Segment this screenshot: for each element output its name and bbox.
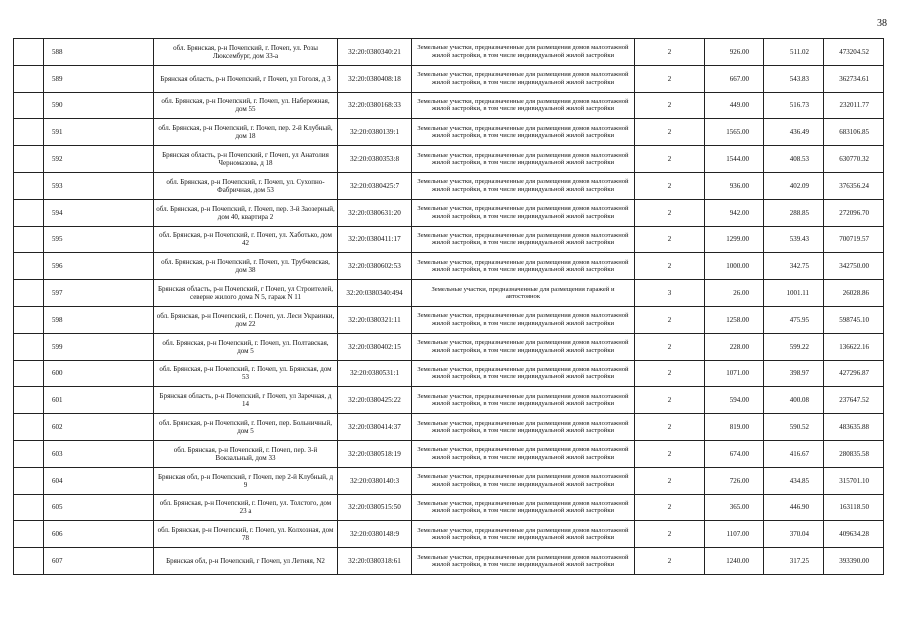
table-row [14,280,884,307]
cadastral-value-cell: 393390.00 [824,548,884,575]
address-cell: Брянская обл, р-н Почепский, г Почеп, ул Летняя, N2 [154,548,338,575]
table-row [14,387,884,414]
land-use-cell: Земельные участки, предназначенные для размещения домов малоэтажной жилой застройки, в том числе индивидуальной жилой застройки [412,172,635,199]
cadastral-value-table [13,38,884,575]
row-number-cell: 601 [44,387,154,414]
land-use-cell: Земельные участки, предназначенные для размещения домов малоэтажной жилой застройки, в том числе индивидуальной жилой застройки [412,494,635,521]
address-cell: Брянская область, р-н Почепский, г Почеп, ул Заречная, д 14 [154,387,338,414]
empty-cell [14,548,44,575]
area-cell: 926.00 [705,39,764,66]
area-cell: 942.00 [705,199,764,226]
empty-cell [14,92,44,119]
category-cell: 2 [635,172,705,199]
table-row [14,548,884,575]
area-cell: 1240.00 [705,548,764,575]
cadastral-value-cell: 473204.52 [824,39,884,66]
area-cell: 449.00 [705,92,764,119]
address-cell: обл. Брянская, р-н Почепский, г. Почеп, ул. Толстого, дом 23 а [154,494,338,521]
row-number-cell: 593 [44,172,154,199]
row-number-cell: 605 [44,494,154,521]
land-use-cell: Земельные участки, предназначенные для размещения домов малоэтажной жилой застройки, в том числе индивидуальной жилой застройки [412,360,635,387]
address-cell: обл. Брянская, р-н Почепский, г. Почеп, ул. Полтавская, дом 5 [154,333,338,360]
unit-value-cell: 400.08 [764,387,824,414]
area-cell: 819.00 [705,414,764,441]
table-row [14,119,884,146]
row-number-cell: 590 [44,92,154,119]
address-cell: обл. Брянская, р-н Почепский, г. Почеп, пер. 2-й Клубный, дом 18 [154,119,338,146]
category-cell: 2 [635,494,705,521]
address-cell: обл. Брянская, р-н Почепский, г. Почеп, ул. Колхозная, дом 78 [154,521,338,548]
cadastral-number-cell: 32:20:0380515:50 [338,494,412,521]
table-row [14,414,884,441]
unit-value-cell: 516.73 [764,92,824,119]
empty-cell [14,119,44,146]
empty-cell [14,253,44,280]
category-cell: 2 [635,360,705,387]
address-cell: Брянская область, р-н Почепский, г Почеп, ул Анатолия Черномазова, д 18 [154,146,338,173]
cadastral-value-cell: 232011.77 [824,92,884,119]
empty-cell [14,414,44,441]
row-number-cell: 606 [44,521,154,548]
category-cell: 2 [635,467,705,494]
empty-cell [14,65,44,92]
category-cell: 2 [635,521,705,548]
land-use-cell: Земельные участки, предназначенные для размещения домов малоэтажной жилой застройки, в том числе индивидуальной жилой застройки [412,39,635,66]
unit-value-cell: 436.49 [764,119,824,146]
cadastral-number-cell: 32:20:0380140:3 [338,467,412,494]
address-cell: Брянская обл, р-н Почепский, г Почеп, пер 2-й Клубный, д 9 [154,467,338,494]
empty-cell [14,280,44,307]
cadastral-number-cell: 32:20:0380168:33 [338,92,412,119]
cadastral-number-cell: 32:20:0380139:1 [338,119,412,146]
table-row [14,199,884,226]
unit-value-cell: 317.25 [764,548,824,575]
row-number-cell: 592 [44,146,154,173]
table-row [14,226,884,253]
land-use-cell: Земельные участки, предназначенные для размещения домов малоэтажной жилой застройки, в том числе индивидуальной жилой застройки [412,387,635,414]
land-use-cell: Земельные участки, предназначенные для размещения домов малоэтажной жилой застройки, в том числе индивидуальной жилой застройки [412,253,635,280]
land-use-cell: Земельные участки, предназначенные для размещения домов малоэтажной жилой застройки, в том числе индивидуальной жилой застройки [412,521,635,548]
row-number-cell: 591 [44,119,154,146]
land-use-cell: Земельные участки, предназначенные для размещения домов малоэтажной жилой застройки, в том числе индивидуальной жилой застройки [412,414,635,441]
address-cell: обл. Брянская, р-н Почепский, г. Почеп, ул. Брянская, дом 53 [154,360,338,387]
empty-cell [14,387,44,414]
cadastral-value-cell: 598745.10 [824,306,884,333]
row-number-cell: 599 [44,333,154,360]
land-use-cell: Земельные участки, предназначенные для размещения домов малоэтажной жилой застройки, в том числе индивидуальной жилой застройки [412,306,635,333]
cadastral-number-cell: 32:20:0380425:22 [338,387,412,414]
category-cell: 2 [635,440,705,467]
table-row [14,65,884,92]
cadastral-number-cell: 32:20:0380402:15 [338,333,412,360]
cadastral-value-cell: 272096.70 [824,199,884,226]
table-row [14,39,884,66]
unit-value-cell: 402.09 [764,172,824,199]
area-cell: 726.00 [705,467,764,494]
table-row [14,333,884,360]
empty-cell [14,521,44,548]
area-cell: 365.00 [705,494,764,521]
cadastral-value-cell: 409634.28 [824,521,884,548]
area-cell: 667.00 [705,65,764,92]
cadastral-value-cell: 315701.10 [824,467,884,494]
category-cell: 2 [635,306,705,333]
unit-value-cell: 475.95 [764,306,824,333]
land-use-cell: Земельные участки, предназначенные для размещения домов малоэтажной жилой застройки, в том числе индивидуальной жилой застройки [412,333,635,360]
category-cell: 3 [635,280,705,307]
area-cell: 594.00 [705,387,764,414]
cadastral-number-cell: 32:20:0380340:21 [338,39,412,66]
address-cell: обл. Брянская, р-н Почепский, г. Почеп, пер. Больничный, дом 5 [154,414,338,441]
cadastral-number-cell: 32:20:0380408:18 [338,65,412,92]
empty-cell [14,360,44,387]
area-cell: 1107.00 [705,521,764,548]
table-row [14,467,884,494]
area-cell: 674.00 [705,440,764,467]
address-cell: обл. Брянская, р-н Почепский, г. Почеп, ул. Сухопно-Фабричная, дом 53 [154,172,338,199]
category-cell: 2 [635,39,705,66]
area-cell: 936.00 [705,172,764,199]
table-row [14,146,884,173]
cadastral-value-cell: 630770.32 [824,146,884,173]
cadastral-number-cell: 32:20:0380340:494 [338,280,412,307]
address-cell: обл. Брянская, р-н Почепский, г. Почеп, ул. Трубчевская, дом 38 [154,253,338,280]
category-cell: 2 [635,253,705,280]
cadastral-value-cell: 26028.86 [824,280,884,307]
row-number-cell: 598 [44,306,154,333]
cadastral-number-cell: 32:20:0380318:61 [338,548,412,575]
row-number-cell: 604 [44,467,154,494]
land-use-cell: Земельные участки, предназначенные для размещения домов малоэтажной жилой застройки, в том числе индивидуальной жилой застройки [412,119,635,146]
row-number-cell: 603 [44,440,154,467]
cadastral-value-cell: 683106.85 [824,119,884,146]
cadastral-number-cell: 32:20:0380321:11 [338,306,412,333]
category-cell: 2 [635,65,705,92]
unit-value-cell: 539.43 [764,226,824,253]
address-cell: Брянская область, р-н Почепский, г Почеп, ул Гоголя, д 3 [154,65,338,92]
cadastral-number-cell: 32:20:0380414:37 [338,414,412,441]
table-row [14,92,884,119]
empty-cell [14,226,44,253]
empty-cell [14,467,44,494]
cadastral-value-cell: 136622.16 [824,333,884,360]
unit-value-cell: 511.02 [764,39,824,66]
table-row [14,521,884,548]
row-number-cell: 602 [44,414,154,441]
address-cell: обл. Брянская, р-н Почепский, г. Почеп, пер. 3-й Заозерный, дом 40, квартира 2 [154,199,338,226]
unit-value-cell: 370.04 [764,521,824,548]
address-cell: обл. Брянская, р-н Почепский, г. Почеп, ул. Розы Люксембург, дом 33-а [154,39,338,66]
cadastral-number-cell: 32:20:0380411:17 [338,226,412,253]
cadastral-value-cell: 376356.24 [824,172,884,199]
area-cell: 26.00 [705,280,764,307]
empty-cell [14,306,44,333]
cadastral-number-cell: 32:20:0380353:8 [338,146,412,173]
empty-cell [14,333,44,360]
area-cell: 1299.00 [705,226,764,253]
cadastral-value-cell: 163118.50 [824,494,884,521]
row-number-cell: 594 [44,199,154,226]
row-number-cell: 600 [44,360,154,387]
land-use-cell: Земельные участки, предназначенные для размещения домов малоэтажной жилой застройки, в том числе индивидуальной жилой застройки [412,199,635,226]
area-cell: 1258.00 [705,306,764,333]
row-number-cell: 596 [44,253,154,280]
unit-value-cell: 342.75 [764,253,824,280]
empty-cell [14,39,44,66]
cadastral-value-cell: 700719.57 [824,226,884,253]
table-row [14,172,884,199]
unit-value-cell: 543.83 [764,65,824,92]
address-cell: Брянская область, р-н Почепский, г Почеп, ул Строителей, северне жилого дома N 5, гараж N 11 [154,280,338,307]
land-use-cell: Земельные участки, предназначенные для размещения домов малоэтажной жилой застройки, в том числе индивидуальной жилой застройки [412,146,635,173]
unit-value-cell: 434.85 [764,467,824,494]
address-cell: обл. Брянская, р-н Почепский, г. Почеп, ул. Леси Украинки, дом 22 [154,306,338,333]
empty-cell [14,199,44,226]
land-use-cell: Земельные участки, предназначенные для размещения гаражей и автостоянок [412,280,635,307]
unit-value-cell: 599.22 [764,333,824,360]
cadastral-number-cell: 32:20:0380631:20 [338,199,412,226]
row-number-cell: 589 [44,65,154,92]
cadastral-value-cell: 342750.00 [824,253,884,280]
empty-cell [14,494,44,521]
land-use-cell: Земельные участки, предназначенные для размещения домов малоэтажной жилой застройки, в том числе индивидуальной жилой застройки [412,467,635,494]
area-cell: 1565.00 [705,119,764,146]
address-cell: обл. Брянская, р-н Почепский, г. Почеп, пер. 3-й Вокзальный, дом 33 [154,440,338,467]
row-number-cell: 595 [44,226,154,253]
cadastral-value-cell: 483635.88 [824,414,884,441]
unit-value-cell: 288.85 [764,199,824,226]
cadastral-value-cell: 427296.87 [824,360,884,387]
category-cell: 2 [635,548,705,575]
empty-cell [14,146,44,173]
category-cell: 2 [635,333,705,360]
cadastral-number-cell: 32:20:0380518:19 [338,440,412,467]
table-body [14,39,884,575]
land-use-cell: Земельные участки, предназначенные для размещения домов малоэтажной жилой застройки, в том числе индивидуальной жилой застройки [412,226,635,253]
unit-value-cell: 398.97 [764,360,824,387]
unit-value-cell: 416.67 [764,440,824,467]
table-row [14,306,884,333]
table-row [14,440,884,467]
land-use-cell: Земельные участки, предназначенные для размещения домов малоэтажной жилой застройки, в том числе индивидуальной жилой застройки [412,548,635,575]
unit-value-cell: 590.52 [764,414,824,441]
area-cell: 1544.00 [705,146,764,173]
unit-value-cell: 446.90 [764,494,824,521]
land-use-cell: Земельные участки, предназначенные для размещения домов малоэтажной жилой застройки, в том числе индивидуальной жилой застройки [412,92,635,119]
unit-value-cell: 408.53 [764,146,824,173]
unit-value-cell: 1001.11 [764,280,824,307]
address-cell: обл. Брянская, р-н Почепский, г. Почеп, ул. Набережная, дом 55 [154,92,338,119]
address-cell: обл. Брянская, р-н Почепский, г. Почеп, ул. Хаботько, дом 42 [154,226,338,253]
cadastral-number-cell: 32:20:0380425:7 [338,172,412,199]
cadastral-number-cell: 32:20:0380602:53 [338,253,412,280]
category-cell: 2 [635,146,705,173]
category-cell: 2 [635,119,705,146]
table-row [14,360,884,387]
table-row [14,253,884,280]
cadastral-number-cell: 32:20:0380531:1 [338,360,412,387]
cadastral-value-cell: 362734.61 [824,65,884,92]
cadastral-value-cell: 237647.52 [824,387,884,414]
category-cell: 2 [635,414,705,441]
land-use-cell: Земельные участки, предназначенные для размещения домов малоэтажной жилой застройки, в том числе индивидуальной жилой застройки [412,440,635,467]
row-number-cell: 597 [44,280,154,307]
category-cell: 2 [635,226,705,253]
cadastral-number-cell: 32:20:0380148:9 [338,521,412,548]
category-cell: 2 [635,199,705,226]
land-use-cell: Земельные участки, предназначенные для размещения домов малоэтажной жилой застройки, в том числе индивидуальной жилой застройки [412,65,635,92]
category-cell: 2 [635,387,705,414]
empty-cell [14,172,44,199]
page-number: 38 [877,18,887,29]
area-cell: 1071.00 [705,360,764,387]
area-cell: 1000.00 [705,253,764,280]
table-row [14,494,884,521]
empty-cell [14,440,44,467]
cadastral-value-cell: 280835.58 [824,440,884,467]
area-cell: 228.00 [705,333,764,360]
row-number-cell: 588 [44,39,154,66]
row-number-cell: 607 [44,548,154,575]
category-cell: 2 [635,92,705,119]
